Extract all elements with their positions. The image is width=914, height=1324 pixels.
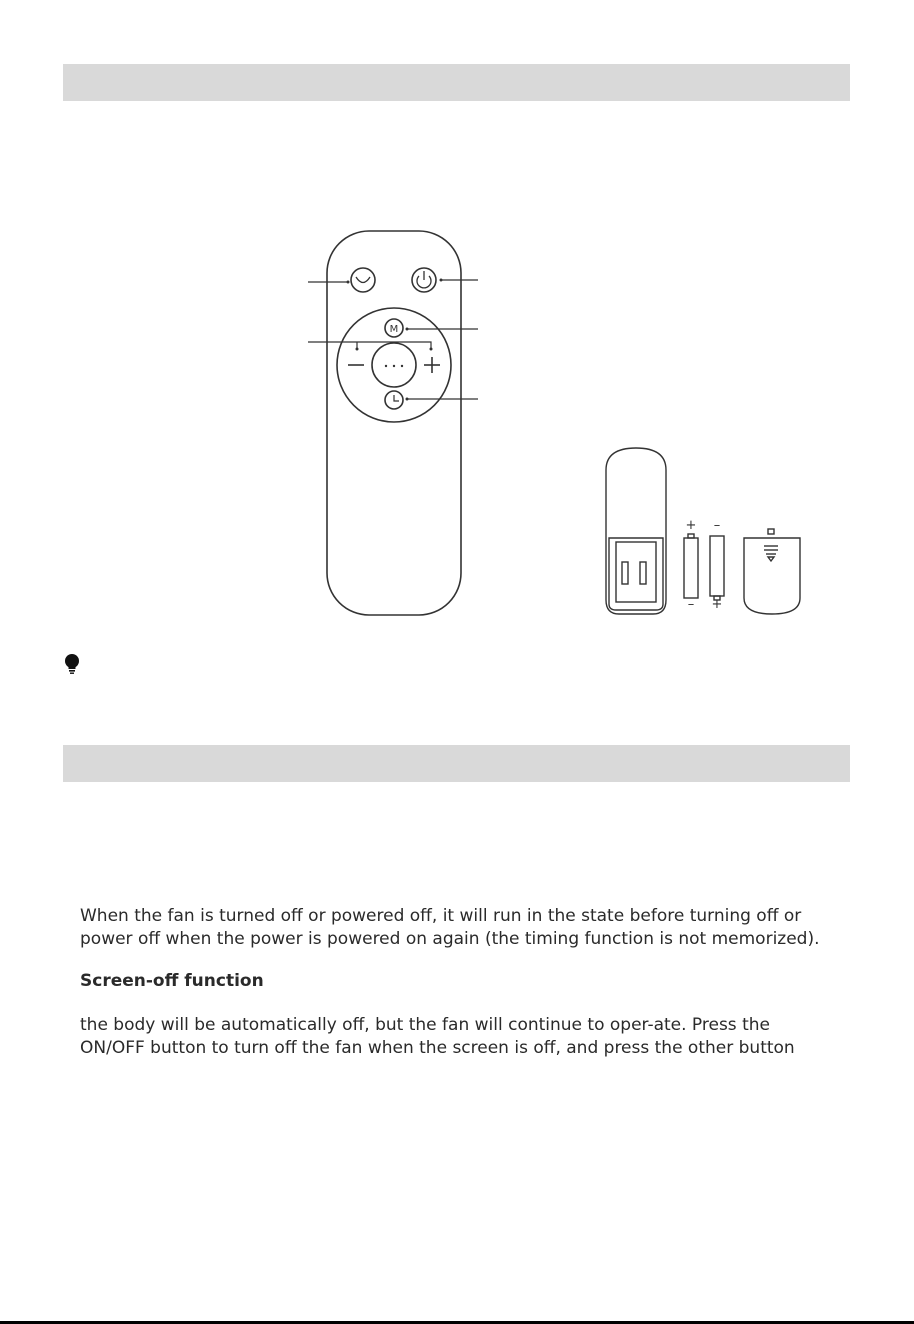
battery-left <box>684 538 698 598</box>
battery-left-top-sign: + <box>685 518 697 533</box>
screen-off-paragraph-line2: ON/OFF button to turn off the fan when the screen is off, and press the other button <box>80 1038 795 1058</box>
screen-off-paragraph-line1: the body will be automatically off, but the fan will continue to oper-ate. Press the <box>80 1015 770 1035</box>
battery-right-bottom-sign: + <box>711 597 723 612</box>
remote-control-figure <box>300 225 500 620</box>
memory-paragraph-line1: When the fan is turned off or powered off, it will run in the state before turning off or <box>80 906 802 926</box>
clock-icon <box>394 395 399 401</box>
remote-back <box>606 448 666 614</box>
memory-paragraph-line2: power off when the power is powered on again (the timing function is not memorized). <box>80 929 820 949</box>
battery-right <box>710 536 724 596</box>
oscillate-icon <box>356 277 370 283</box>
battery-right-top-sign: – <box>713 518 721 533</box>
mode-button-letter: M <box>389 324 399 335</box>
remote-body <box>327 231 461 615</box>
battery-installation-figure <box>598 440 808 622</box>
section-header-band <box>63 745 850 782</box>
battery-left-bottom-sign: – <box>687 597 695 612</box>
section-header-band <box>63 64 850 101</box>
screen-off-heading: Screen-off function <box>80 971 264 991</box>
oscillate-button <box>351 268 375 292</box>
lightbulb-icon <box>64 654 80 676</box>
